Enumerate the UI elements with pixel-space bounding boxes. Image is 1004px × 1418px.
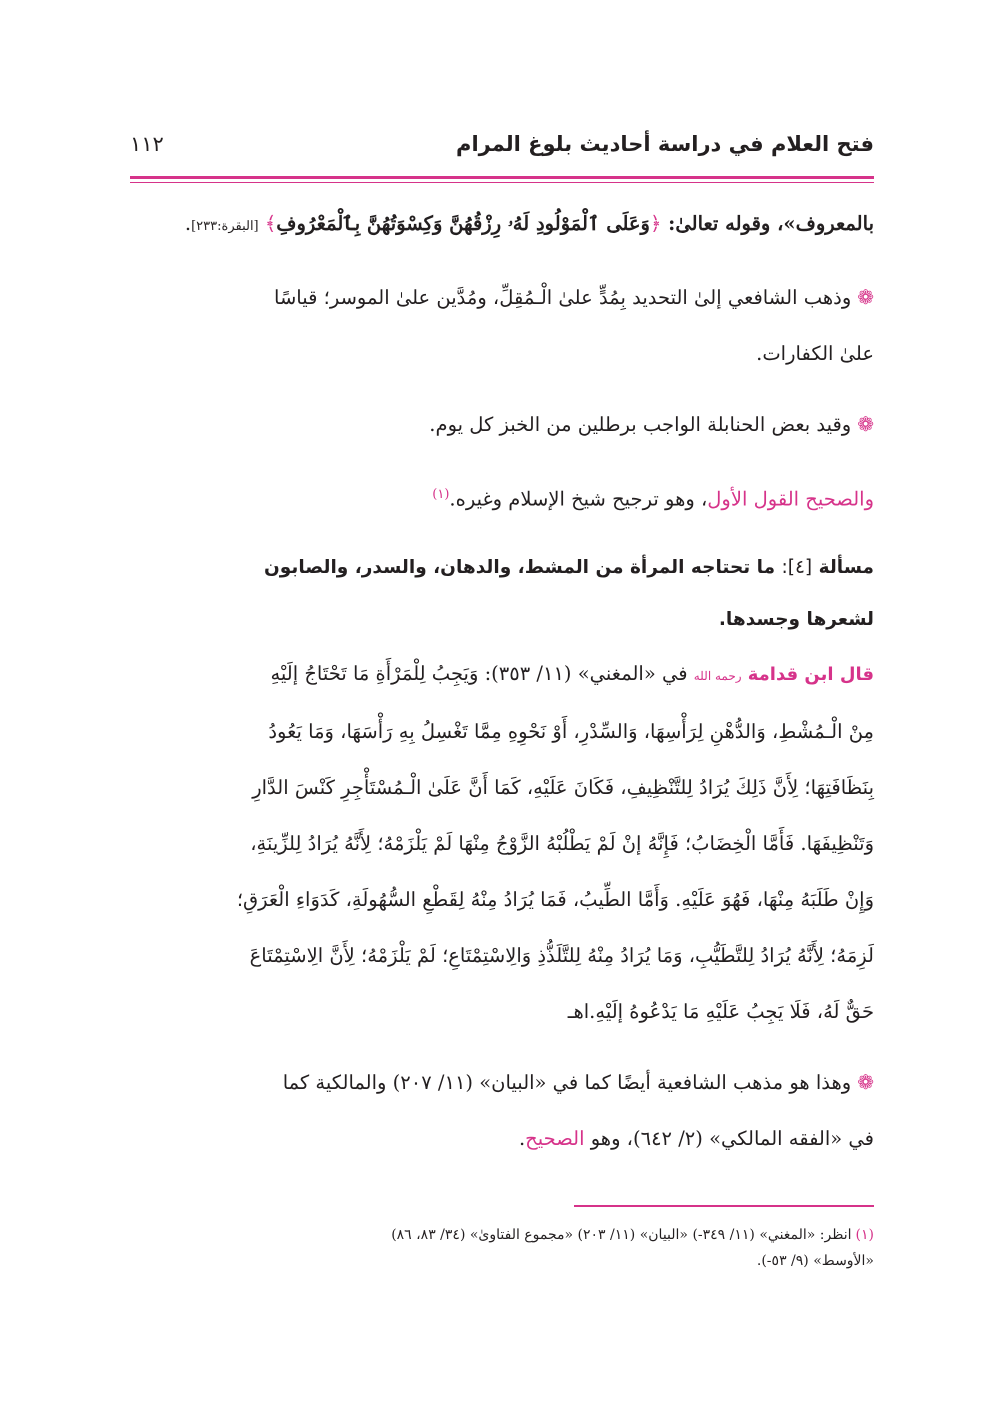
preferred-opinion-highlight: والصحيح القول الأول xyxy=(707,487,874,511)
correct-highlight: الصحيح xyxy=(525,1126,585,1150)
paragraph-text: وقيد بعض الحنابلة الواجب برطلين من الخبز كل يوم. xyxy=(429,413,852,436)
paragraph-shafii-line-2: علىٰ الكفارات. xyxy=(756,342,874,365)
paragraph-shafii-line-1 xyxy=(130,269,874,326)
flower-ornament-icon: ❁ xyxy=(857,1069,874,1094)
quote-speaker: قال ابن قدامة xyxy=(747,663,874,685)
verse-open-bracket: ﴿ xyxy=(649,212,662,235)
verse-reference: [البقرة:٢٣٣] xyxy=(191,219,259,234)
quote-line-6: لَزِمَهُ؛ لِأَنَّهُ يُرَادُ لِلتَّطَيُّبِ، وَمَا يُرَادُ مِنْهُ لِلتَّلَذُّذِ وَالِاسْتِمْتَاعِ؛ لَمْ يَلْزَمْهُ؛ لِأَنَّ الِاسْتِمْتَاعَ xyxy=(249,943,874,967)
flower-ornament-icon: ❁ xyxy=(857,285,874,309)
page-number: ١١٢ xyxy=(130,132,164,156)
paragraph-text: في «الفقه المالكي» (٢/ ٦٤٢)، وهو xyxy=(584,1126,874,1150)
book-title: فتح العلام في دراسة أحاديث بلوغ المرام xyxy=(456,132,874,156)
issue-heading-line-2: لشعرها وجسدها. xyxy=(718,608,874,630)
quote-line-3: بِنَظَافَتِهَا؛ لِأَنَّ ذَلِكَ يُرَادُ لِلتَّنْظِيفِ، فَكَانَ عَلَيْهِ، كَمَا أَنَّ عَلَىٰ الْـمُسْتَأْجِرِ كَنْسَ الدَّارِ xyxy=(252,775,874,799)
header-rule-thin xyxy=(130,182,874,183)
quote-text: في «المغني» (١١/ ٣٥٣): وَيَجِبُ لِلْمَرْأَةِ مَا تَحْتَاجُ إلَيْهِ xyxy=(270,661,694,685)
footnote-line-1 xyxy=(130,1222,874,1248)
paragraph-verse xyxy=(130,196,874,255)
paragraph-text: ، وهو ترجيح شيخ الإسلام وغيره. xyxy=(449,487,708,511)
honorific: رحمه الله xyxy=(693,668,742,683)
issue-number: [٤]: xyxy=(781,556,813,578)
quote-line-7: حَقٌّ لَهُ، فَلَا يَجِبُ عَلَيْهِ مَا يَدْعُوهُ إلَيْهِ.اهـ xyxy=(567,999,874,1023)
flower-ornament-icon: ❁ xyxy=(857,412,874,436)
paragraph-text: وذهب الشافعي إلىٰ التحديد بِمُدٍّ علىٰ الْـمُقِلِّ، ومُدَّين علىٰ الموسر؛ قياسًا xyxy=(274,286,852,309)
issue-title: ما تحتاجه المرأة من المشط، والدهان، والسدر، والصابون xyxy=(264,556,776,578)
footnote-line-2: «الأوسط» (٩/ ٥٣-). xyxy=(756,1253,874,1269)
quote-line-2: مِنْ الْـمُشْطِ، وَالدُّهْنِ لِرَأْسِهَا، وَالسِّدْرِ، أَوْ نَحْوِهِ مِمَّا تَغْسِلُ بِهِ رَأْسَهَا، وَمَا يَعُودُ xyxy=(268,719,874,743)
paragraph-hanabila xyxy=(130,396,874,453)
footnote-number: (١) xyxy=(855,1227,874,1243)
header-rule-thick xyxy=(130,176,874,179)
footnotes xyxy=(130,1222,874,1274)
quote-line-5: وَإِنْ طَلَبَهُ مِنْهَا، فَهُوَ عَلَيْهِ. وَأَمَّا الطِّيبُ، فَمَا يُرَادُ مِنْهُ لِقَطْعِ السُّهُولَةِ، كَدَوَاءِ الْعَرَقِ؛ xyxy=(236,887,874,911)
issue-label: مسألة xyxy=(818,556,874,578)
paragraph-preferred-opinion xyxy=(130,467,874,528)
paragraph-madhab-line-1 xyxy=(130,1054,874,1111)
paragraph-text: وهذا هو مذهب الشافعية أيضًا كما في «البيان» (١١/ ٢٠٧) والمالكية كما xyxy=(282,1070,852,1094)
paragraph-lead: بالمعروف»، وقوله تعالىٰ: xyxy=(661,212,874,235)
verse-end: . xyxy=(184,212,192,235)
quote-line-4: وَتَنْظِيفَهَا. فَأَمَّا الْخِضَابُ؛ فَإِنَّهُ إنْ لَمْ يَطْلُبْهُ الزَّوْجُ مِنْهَا لَمْ يَلْزَمْهُ؛ لِأَنَّهُ يُرَادُ لِلزِّينَةِ، xyxy=(250,831,874,855)
issue-heading-line-1 xyxy=(130,542,874,594)
quran-verse: وَعَلَى ٱلْمَوْلُودِ لَهُۥ رِزْقُهُنَّ وَكِسْوَتُهُنَّ بِٱلْمَعْرُوفِ xyxy=(276,212,650,235)
verse-close-bracket: ﴾ xyxy=(264,212,277,235)
footnote-reference: (١) xyxy=(432,487,450,502)
quote-line-1 xyxy=(130,646,874,704)
running-header xyxy=(130,128,874,172)
footnote-separator xyxy=(574,1205,874,1207)
paragraph-end: . xyxy=(518,1126,526,1150)
main-text xyxy=(130,196,874,1167)
paragraph-madhab-line-2 xyxy=(130,1111,874,1167)
footnote-text: انظر: «المغني» (١١/ ٣٤٩-) «البيان» (١١/ ٢٠٣) «مجموع الفتاوىٰ» (٣٤/ ٨٣، ٨٦) xyxy=(391,1227,852,1243)
